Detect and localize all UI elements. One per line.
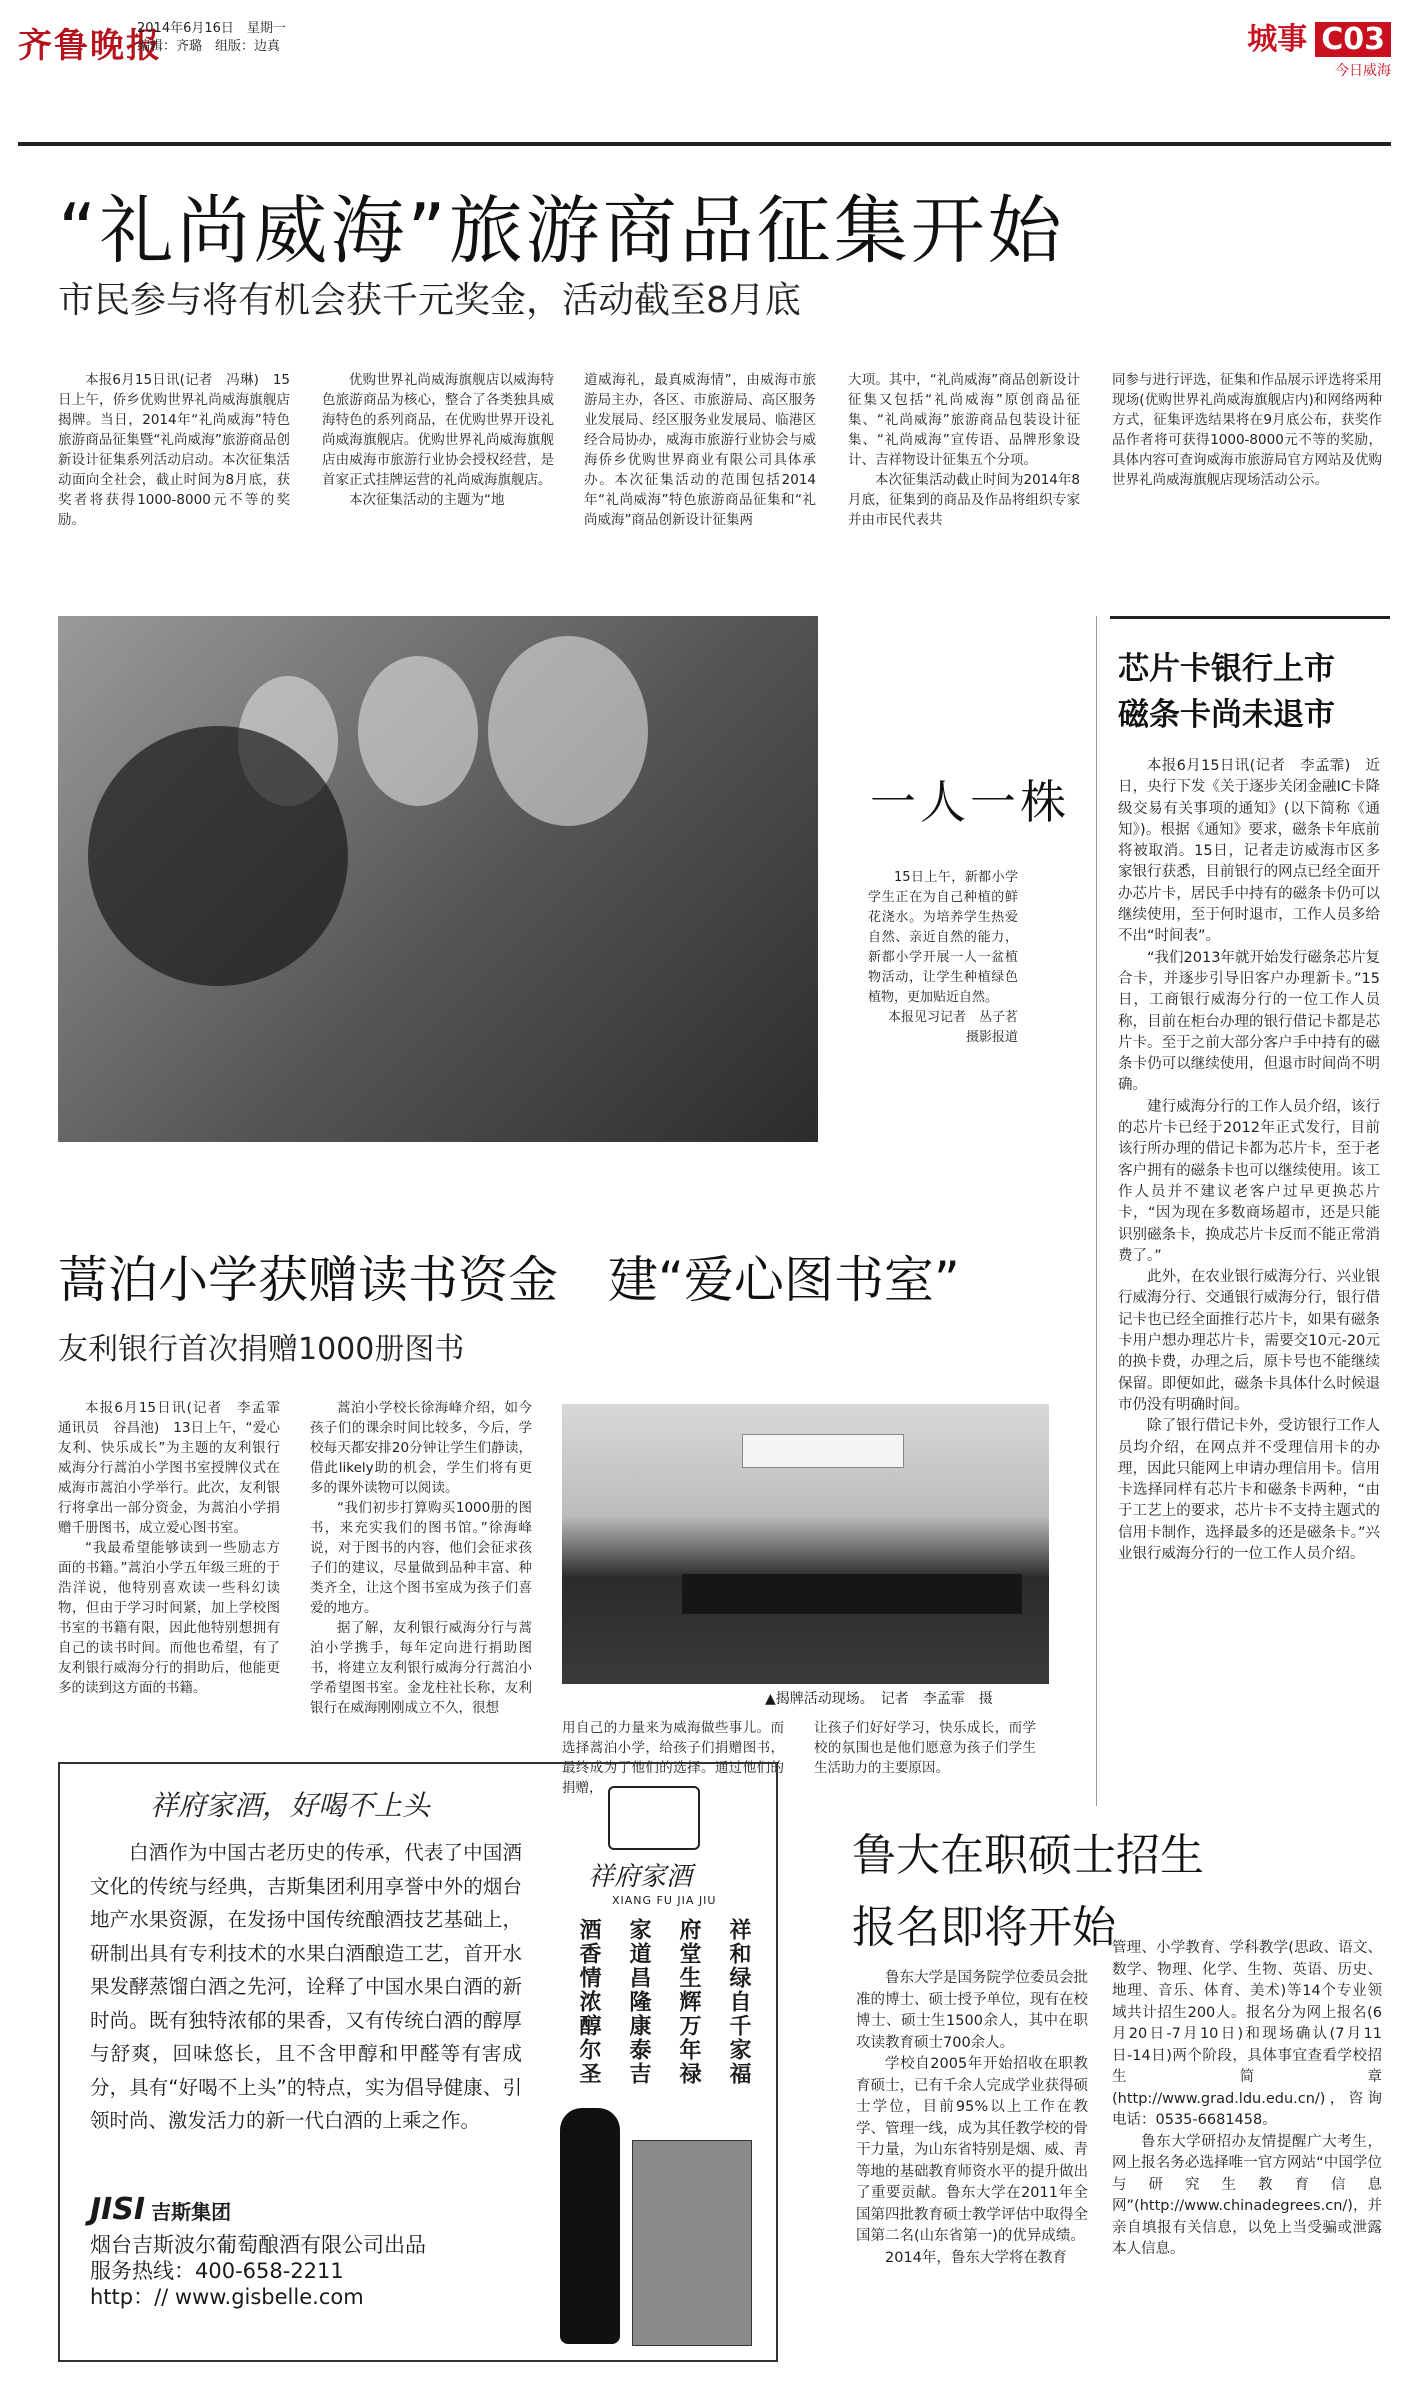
paragraph: “我最希望能够读到一些励志方面的书籍。”蒿泊小学五年级三班的于浩洋说，他特别喜欢读一些科幻读物，但由于学习时间紧，加上学校图书室的书籍有限，因此他特别想拥有自己的读书时间。而他也希望，有了友利银行威海分行的捐助后，他能更多的读到这方面的书籍。 — [58, 1540, 280, 1696]
paragraph: 让孩子们好好学习，快乐成长，而学校的氛围也是他们愿意为孩子们学生生活助力的主要原因。 — [814, 1720, 1036, 1776]
lead-col-2 — [322, 370, 554, 510]
gift-box-icon — [632, 2140, 752, 2346]
headline-line: 芯片卡银行上市 — [1118, 651, 1335, 687]
lead-col-3 — [584, 370, 816, 530]
paragraph: 鲁东大学是国务院学位委员会批准的博士、硕士授予单位，现有在校博士、硕士生1500余人，其中在职攻读教育硕士700余人。 — [856, 1970, 1088, 2051]
paragraph: 蒿泊小学校长徐海峰介绍，如今孩子们的课余时间比较多，今后，学校每天都安排20分钟让学生们静读，借此likely助的机会，学生们将有更多的课外读物可以阅读。 — [310, 1400, 532, 1496]
paper-logo: 齐鲁晚报 — [18, 26, 162, 66]
ceremony-banner — [742, 1434, 904, 1468]
paragraph: 学校自2005年开始招收在职教育硕士，已有千余人完成学业获得硕士学位，目前95%以上工作在教学、管理一线，成为其任教学校的骨干力量，为山东省特别是烟、威、青等地的基础教育师资水平的提升做出了重要贡献。鲁东大学在2011年全国第四批教育硕士教学评估中取得全国第二名(山东省第一)的优异成绩。 — [856, 2056, 1088, 2244]
brand-seal-icon — [608, 1786, 700, 1850]
liquor-bottle-icon — [560, 2108, 620, 2344]
sub-section: 今日威海 — [1335, 63, 1391, 79]
photo-story-title: 一人一株 — [870, 775, 1070, 829]
photo-credit: 本报见习记者 丛子茗 — [887, 1010, 1018, 1025]
ad-contact — [90, 2232, 426, 2310]
issue-meta — [137, 20, 286, 56]
ad-body — [90, 1836, 522, 2138]
column-divider — [1096, 616, 1097, 1806]
school-col-4 — [814, 1718, 1036, 1778]
lead-col-5 — [1112, 370, 1382, 490]
ludong-col-2 — [1112, 1938, 1382, 2261]
school-col-2 — [310, 1398, 532, 1718]
student-figure — [358, 656, 478, 806]
hotline: 服务热线：400-658-2211 — [90, 2259, 344, 2283]
side-headline — [1118, 646, 1388, 738]
logo-mark: JISI — [90, 2192, 146, 2227]
ceremony-photo — [562, 1404, 1049, 1684]
verse-line: 酒香情浓醇尔圣 — [576, 1918, 602, 2086]
paragraph: 本报6月15日讯(记者 李孟霏) 近日，央行下发《关于逐步关闭金融IC卡降级交易有关事项的通知》(以下简称《通知》)。根据《通知》要求，磁条卡年底前将被取消。15日，记者走访威海市区多家银行获悉，目前银行的网点已经全面开办芯片卡，居民手中持有的磁条卡仍可以继续使用，至于何时退市，工作人员多给不出“时间表”。 — [1118, 758, 1380, 945]
paragraph: 道威海礼，最真威海情”，由威海市旅游局主办，各区、市旅游局、高区服务业发展局、经区服务业发展局、临港区经合局协办，威海市旅游行业协会与威海侨乡优购世界商业有限公司具体承办。本次征集活动的范围包括2014年“礼尚威海”特色旅游商品征集和“礼尚威海”商品创新设计征集两 — [584, 372, 816, 528]
paragraph: “我们初步打算购买1000册的图书，来充实我们的图书馆。”徐海峰说，对于图书的内容，他们会征求孩子们的建议，尽量做到品种丰富、种类齐全，让这个图书室成为孩子们喜爱的地方。 — [310, 1500, 532, 1616]
paragraph: 大项。其中，“礼尚威海”商品创新设计征集又包括“礼尚威海”原创商品征集、“礼尚威海”旅游商品包装设计征集、“礼尚威海”宣传语、品牌形象设计、吉祥物设计征集五个分项。 — [848, 372, 1080, 468]
paragraph: 本报6月15日讯(记者 李孟霏 通讯员 谷昌池) 13日上午，“爱心友利、快乐成长”为主题的友利银行威海分行蒿泊小学图书室授牌仪式在威海市蒿泊小学举行。此次，友利银行将拿出一部分资金，为蒿泊小学捐赠千册图书，成立爱心图书室。 — [58, 1400, 294, 1536]
school-col-1 — [58, 1398, 294, 1698]
paragraph: 本报6月15日讯(记者 冯琳) 15日上午，侨乡优购世界礼尚威海旗舰店揭牌。当日，2014年“礼尚威海”特色旅游商品征集暨“礼尚威海”旅游商品创新设计征集系列活动启动。本次征集活动面向全社会，截止时间为8月底，获奖者将获得1000-8000元不等的奖励。 — [58, 372, 290, 528]
headline-line: 鲁大在职硕士招生 — [852, 1830, 1204, 1881]
website: http：// www.gisbelle.com — [90, 2285, 364, 2309]
paragraph: 本次征集活动的主题为“地 — [349, 492, 505, 508]
paragraph: 鲁东大学研招办友情提醒广大考生，网上报名务必选择唯一官方网站“中国学位与研究生教育信息网”(http://www.chinadegrees.cn/)，并亲自填报有关信息，以免上当受骗或泄露本人信息。 — [1112, 2133, 1382, 2257]
paragraph: 此外，在农业银行威海分行、兴业银行威海分行、交通银行威海分行，银行借记卡也已经全面推行芯片卡，如果有磁条卡用户想办理芯片卡，需要交10元-20元的换卡费，办理之后，原卡号也不能继续保留。即便如此，磁条卡具体什么时候退市仍没有明确时间。 — [1118, 1269, 1380, 1413]
verse-line: 家道昌隆康泰吉 — [626, 1918, 652, 2086]
paragraph: 优购世界礼尚威海旗舰店以威海特色旅游商品为核心，整合了各类独具威海特色的系列商品，在优购世界开设礼尚威海旗舰店。优购世界礼尚威海旗舰店由威海市旅游行业协会授权经营，是首家正式挂牌运营的礼尚威海旗舰店。 — [322, 372, 554, 488]
headline-line: 报名即将开始 — [852, 1902, 1116, 1953]
photo-credit: 摄影报道 — [965, 1030, 1018, 1045]
ceremony-table — [682, 1574, 1022, 1614]
group-logo — [90, 2192, 231, 2227]
school-subhead: 友利银行首次捐赠1000册图书 — [58, 1332, 465, 1367]
paragraph: 白酒作为中国古老历史的传承，代表了中国酒文化的传统与经典，吉斯集团利用享誉中外的烟台地产水果资源，在发扬中国传统酿酒技艺基础上，研制出具有专利技术的水果白酒酿造工艺，首开水果发酵蒸馏白酒之先河，诠释了中国水果白酒的新时尚。既有独特浓郁的果香，又有传统白酒的醇厚与舒爽，回味悠长，且不含甲醇和甲醛等有害成分，具有“好喝不上头”的特点，实为倡导健康、引领时尚、激发活力的新一代白酒的上乘之作。 — [90, 1841, 522, 2132]
paragraph: 据了解，友利银行威海分行与蒿泊小学携手，每年定向进行捐助图书，将建立友利银行威海分行蒿泊小学希望图书室。金龙柱社长称，友利银行在威海刚刚成立不久，很想 — [310, 1620, 532, 1716]
plant-figure — [88, 726, 348, 986]
paragraph: 用自己的力量来为威海做些事儿。而选择蒿泊小学，给孩子们捐赠图书，最终成为了他们的选择。通过他们的捐赠， — [562, 1720, 784, 1796]
ad-brand-name: 祥府家酒 — [588, 1862, 693, 1892]
ad-verse — [574, 1918, 754, 2086]
student-figure — [488, 636, 648, 826]
paragraph: 同参与进行评选，征集和作品展示评选将采用现场(优购世界礼尚威海旗舰店内)和网络两种方式，征集评选结果将在9月底公布，获奖作品作者将可获得1000-8000元不等的奖励，具体内容可查询威海市旅游局官方网站及优购世界礼尚威海旗舰店现场活动公示。 — [1112, 372, 1382, 488]
headline-line: 磁条卡尚未退市 — [1118, 697, 1335, 733]
paragraph: 本次征集活动截止时间为2014年8月底，征集到的商品及作品将组织专家并由市民代表共 — [848, 472, 1080, 528]
paragraph: 管理、小学教育、学科教学(思政、语文、数学、物理、化学、生物、英语、历史、地理、音乐、体育、美术)等14个专业领域共计招生200人。报名分为网上报名(6月20日-7月10日)和现场确认(7月11日-14日)两个阶段，具体事宜查看学校招生简章(http://www.grad.ldu.edu.cn/)，咨询电话：0535-6681458。 — [1112, 1940, 1382, 2128]
paragraph: 15日上午，新都小学学生正在为自己种植的鲜花浇水。为培养学生热爱自然、亲近自然的能力，新都小学开展一人一盆植物活动，让学生种植绿色植物，更加贴近自然。 — [868, 870, 1018, 1005]
side-article-body — [1118, 756, 1380, 1565]
school-headline: 蒿泊小学获赠读书资金 建“爱心图书室” — [58, 1251, 960, 1309]
side-divider — [1110, 616, 1390, 619]
lead-headline: “礼尚威海”旅游商品征集开始 — [58, 188, 1065, 274]
lead-col-4 — [848, 370, 1080, 530]
verse-line: 祥和绿自千家福 — [726, 1918, 752, 2086]
paragraph: 建行威海分行的工作人员介绍，该行的芯片卡已经于2012年正式发行，目前该行所办理的借记卡都为芯片卡，至于老客户拥有的磁条卡也可以继续使用。该工作人员并不建议老客户过早更换芯片卡，“因为现在多数商场超市，还是只能识别磁条卡，换成芯片卡反而不能正常消费了。” — [1118, 1098, 1380, 1264]
ad-slogan: 祥府家酒，好喝不上头 — [150, 1789, 431, 1822]
paragraph: 2014年，鲁东大学将在教育 — [885, 2249, 1067, 2266]
ludong-col-1 — [856, 1968, 1088, 2269]
company-name: 烟台吉斯波尔葡萄酿酒有限公司出品 — [90, 2233, 426, 2257]
section-header — [1247, 14, 1391, 80]
page-number: C03 — [1315, 22, 1391, 57]
lead-subhead: 市民参与将有机会获千元奖金，活动截至8月底 — [58, 280, 801, 321]
editor-line: 编辑：齐璐 组版：边真 — [137, 39, 281, 54]
date-line: 2014年6月16日 星期一 — [137, 21, 286, 36]
section-name: 城事 — [1247, 22, 1308, 57]
group-name: 吉斯集团 — [151, 2200, 232, 2224]
lead-col-1 — [58, 370, 290, 530]
ad-brand-pinyin: XIANG FU JIA JIU — [612, 1894, 717, 1907]
masthead-rule — [18, 142, 1391, 146]
plant-watering-photo — [58, 616, 818, 1142]
verse-line: 府堂生辉万年禄 — [676, 1918, 702, 2086]
paragraph: “我们2013年就开始发行磁条芯片复合卡，并逐步引导旧客户办理新卡。”15日，工商银行威海分行的一位工作人员称，目前在柜台办理的银行借记卡都是芯片卡。至于之前大部分客户手中持有的磁条卡仍可以继续使用，但退市时间尚不明确。 — [1118, 949, 1380, 1094]
ceremony-photo-caption: ▲揭牌活动现场。 记者 李孟霏 摄 — [765, 1691, 993, 1707]
photo-story-caption — [868, 868, 1018, 1048]
paragraph: 除了银行借记卡外，受访银行工作人员均介绍，在网点并不受理信用卡的办理，因此只能网上申请办理信用卡。信用卡选择同样有芯片卡和磁条卡两种，“由于工艺上的要求，芯片卡不支持主题式的信用卡制作，选择最多的还是磁条卡。”兴业银行威海分行的一位工作人员介绍。 — [1118, 1418, 1380, 1562]
